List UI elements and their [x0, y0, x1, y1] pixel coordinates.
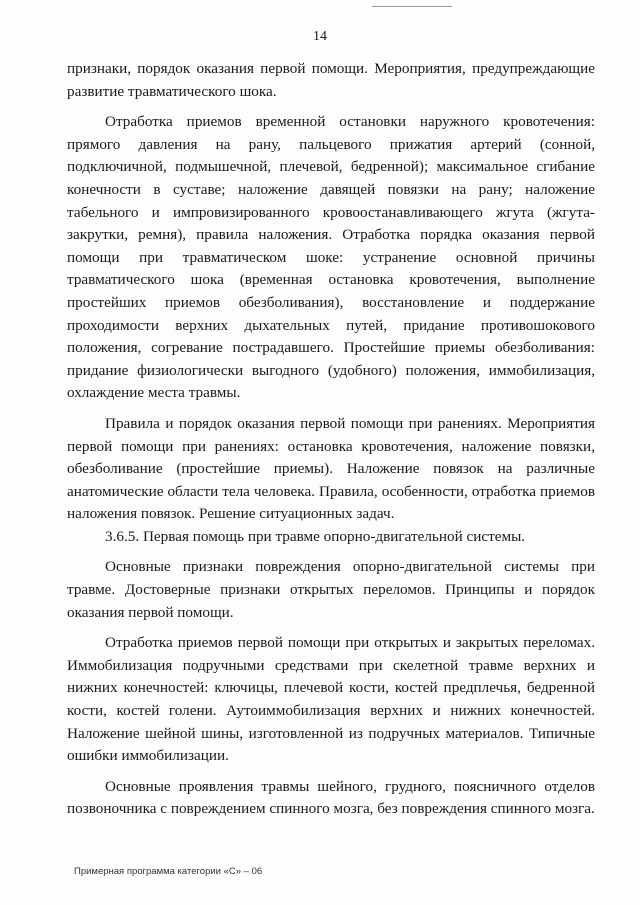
paragraph-continuation: признаки, порядок оказания первой помощи. Мероприятия, предупреждающие развитие травматического шока. [67, 60, 595, 100]
paragraph-bleeding-control: Отработка приемов временной остановки наружного кровотечения: прямого давления на рану, пальцевого прижатия артерий (сонной, подключичной, подмышечной, плечевой, бедренной); максимальное сгибание конечности в суставе; наложение давящей повязки на рану; наложение табельного и импровизированного кровоостанавливающего жгута (жгута-закрутки, ремня), правила наложения. Отработка порядка оказания первой помощи при травматическом шоке: устранение основной причины травматического шока (временная остановка кровотечения, выполнение простейших приемов обезболивания), восстановление и поддержание проходимости верхних дыхательных путей, придание противошокового положения, согревание пострадавшего. Простейшие приемы обезболивания: придание физиологически выгодного (удобного) положения, иммобилизация, охлаждение места травмы. [67, 113, 595, 402]
paragraph-immobilization: Отработка приемов первой помощи при открытых и закрытых переломах. Иммобилизация подручными средствами при скелетной травме верхних и нижних конечностей: ключицы, плечевой кости, костей предплечья, бедренной кости, костей голени. Аутоиммобилизация верхних и нижних конечностей. Наложение шейной шины, изготовленной из подручных материалов. Типичные ошибки иммобилизации. [67, 634, 595, 765]
paragraph-fracture-signs: Основные признаки повреждения опорно-двигательной системы при травме. Достоверные признаки открытых переломов. Принципы и порядок оказания первой помощи. [67, 558, 595, 621]
scan-artifact-line [372, 6, 452, 7]
document-body [67, 58, 595, 821]
paragraph-spine-injury: Основные проявления травмы шейного, грудного, поясничного отделов позвоночника с повреждением спинного мозга, без повреждения спинного мозга. [67, 777, 595, 818]
section-heading-3-6-5: 3.6.5. Первая помощь при травме опорно-двигательной системы. [105, 527, 526, 545]
page-footer: Примерная программа категории «С» – 06 [74, 866, 263, 877]
page-number: 14 [313, 29, 327, 44]
paragraph-wounds: Правила и порядок оказания первой помощи при ранениях. Мероприятия первой помощи при ранениях: остановка кровотечения, наложение повязки, обезболивание (простейшие приемы). Наложение повязок на различные анатомические области тела человека. Правила, особенности, отработка приемов наложения повязок. Решение ситуационных задач. [67, 414, 595, 523]
